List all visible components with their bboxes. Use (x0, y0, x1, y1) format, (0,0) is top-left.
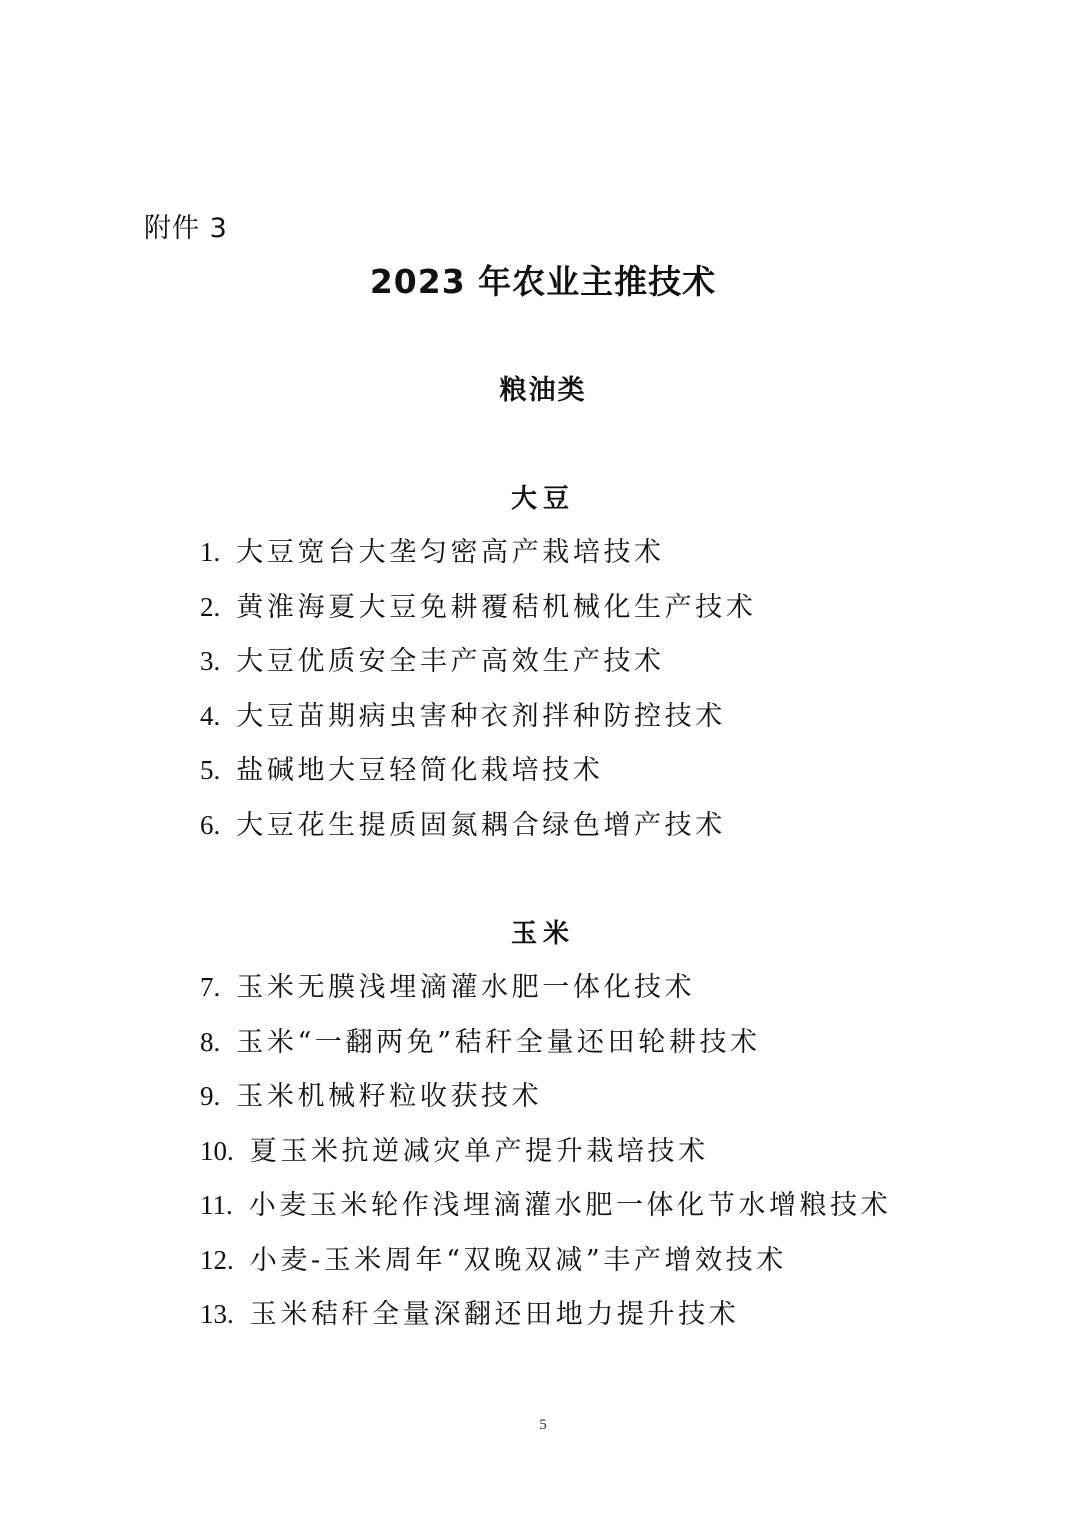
item-number: 4. (200, 700, 221, 731)
list-item (200, 967, 891, 1022)
item-text: 大豆优质安全丰产高效生产技术 (236, 646, 665, 677)
document-title: 2023 年农业主推技术 (369, 262, 717, 301)
list-item (200, 1131, 891, 1186)
soybean-technology-list (200, 532, 756, 859)
list-item (200, 1076, 891, 1131)
item-text: 玉米“一翻两免”秸秆全量还田轮耕技术 (236, 1026, 761, 1058)
list-item (200, 1185, 891, 1240)
item-text: 玉米秸秆全量深翻还田地力提升技术 (249, 1299, 740, 1330)
list-item (200, 641, 756, 696)
item-text: 玉米无膜浅埋滴灌水肥一体化技术 (236, 972, 696, 1003)
list-item (200, 805, 756, 860)
item-text: 盐碱地大豆轻简化栽培技术 (236, 755, 604, 786)
category-heading: 粮油类 (499, 375, 587, 406)
item-text: 玉米机械籽粒收获技术 (236, 1081, 543, 1112)
list-item (200, 1294, 891, 1349)
item-text: 夏玉米抗逆减灾单产提升栽培技术 (249, 1135, 709, 1167)
list-item (200, 532, 756, 587)
item-text: 小麦玉米轮作浅埋滴灌水肥一体化节水增粮技术 (248, 1190, 892, 1221)
item-text: 大豆花生提质固氮耦合绿色增产技术 (236, 809, 726, 841)
item-number: 5. (200, 755, 221, 785)
item-number: 12. (200, 1244, 234, 1275)
item-number: 10. (200, 1135, 234, 1166)
item-text: 大豆苗期病虫害种衣剂拌种防控技术 (236, 700, 726, 732)
attachment-label: 附件 3 (144, 213, 228, 244)
section-heading-corn: 玉米 (510, 919, 575, 949)
list-item (200, 1022, 891, 1077)
item-number: 11. (200, 1190, 233, 1220)
item-number: 2. (200, 591, 221, 622)
page-number: 5 (539, 1417, 547, 1433)
corn-technology-list (200, 967, 891, 1349)
list-item (200, 696, 756, 751)
item-number: 6. (200, 809, 221, 840)
item-number: 9. (200, 1081, 221, 1111)
section-heading-soybean: 大豆 (510, 484, 575, 514)
list-item (200, 587, 756, 642)
item-text: 黄淮海夏大豆免耕覆秸机械化生产技术 (236, 591, 757, 623)
item-text: 大豆宽台大垄匀密高产栽培技术 (236, 537, 665, 568)
item-number: 1. (200, 537, 221, 567)
item-text: 小麦-玉米周年“双晚双减”丰产增效技术 (249, 1244, 787, 1276)
item-number: 8. (200, 1026, 221, 1057)
item-number: 3. (200, 646, 221, 676)
list-item (200, 1240, 891, 1295)
item-number: 13. (200, 1299, 234, 1329)
list-item (200, 750, 756, 805)
item-number: 7. (200, 972, 221, 1002)
